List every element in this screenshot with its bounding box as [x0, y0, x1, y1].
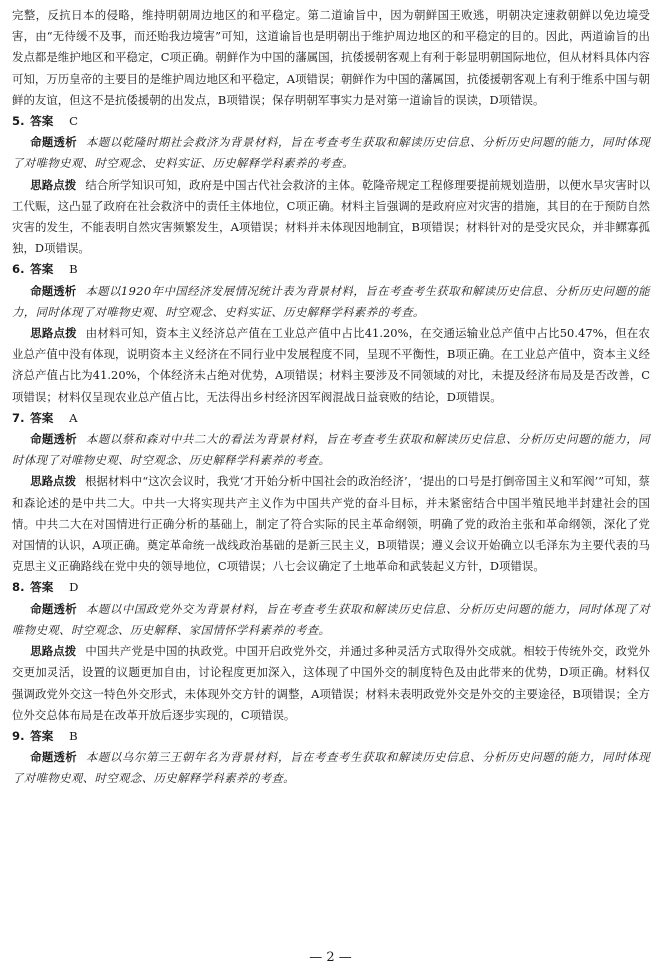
question-8 [12, 577, 650, 725]
hint-paragraph [12, 641, 650, 726]
hint-text: 根据材料中“这次会议时，我党‘才开始分析中国社会的政治经济’，‘提出的口号是打倒帝国主义和军阀’”可知，蔡和森论述的是中共二大。中共一大将实现共产主义作为中国共产党的奋斗目标，并未紧密结合中国半殖民地半封建社会的国情。中共二大在对国情进行正确分析的基础上，制定了符合实际的民主革命纲领，明确了党的政治主张和革命纲领，深化了党对国情的认识，A项正确。奠定革命统一战线政治基础的是新三民主义，B项错误；遵义会议开始确立以毛泽东为主要代表的马克思主义正确路线在党中央的领导地位，C项错误；八七会议确定了土地革命和武装起义方针，D项错误。 [12, 474, 650, 574]
analysis-paragraph [12, 429, 650, 471]
question-7 [12, 408, 650, 578]
question-9 [12, 726, 650, 790]
answer-value: B [69, 262, 78, 277]
answer-label: 答案 [30, 262, 54, 277]
hint-label: 思路点拨 [30, 326, 77, 341]
analysis-paragraph [12, 747, 650, 789]
question-number: 8. [12, 580, 25, 595]
question-number: 6. [12, 262, 25, 277]
answer-value: B [69, 728, 78, 743]
page-content [12, 5, 650, 790]
analysis-paragraph [12, 281, 650, 323]
hint-paragraph [12, 471, 650, 577]
analysis-text: 本题以1920年中国经济发展情况统计表为背景材料，旨在考查考生获取和解读历史信息、分析历史问题的能力，同时体现了对唯物史观、时空观念、史料实证、历史解释学科素养的考查。 [12, 283, 650, 319]
analysis-paragraph [12, 132, 650, 174]
question-header [12, 577, 650, 598]
question-number: 5. [12, 114, 25, 129]
analysis-label: 命题透析 [30, 432, 77, 447]
answer-value: D [69, 580, 79, 595]
question-number: 7. [12, 410, 25, 425]
hint-label: 思路点拨 [30, 474, 77, 489]
analysis-label: 命题透析 [30, 750, 77, 765]
hint-text: 由材料可知，资本主义经济总产值在工业总产值中占比41.20%，在交通运输业总产值中占比50.47%，但在农业总产值中没有体现，说明资本主义经济在不同行业中发展程度不同，呈现不平衡性，B项正确。在工业总产值中，资本主义经济总产值占比为41.20%，个体经济未占绝对优势，A项错误；材料主要涉及不同领域的对比，未提及经济布局及是否改善，C项错误；材料仅呈现农业总产值占比，无法得出乡村经济因军阀混战日益衰败的结论，D项错误。 [12, 326, 650, 404]
question-6 [12, 259, 650, 407]
intro-paragraph: 完整，反抗日本的侵略，维持明朝周边地区的和平稳定。第二道谕旨中，因为朝鲜国王败逃，明朝决定速救朝鲜以免边境受害，由“无待缓不及事，而还贻我边境害”可知，这道谕旨也是明朝出于维护周边地区的和平稳定的目的。因此，两道谕旨的出发点都是维护地区和平稳定，C项正确。朝鲜作为中国的藩属国，抗倭援朝客观上有利于彰显明朝国际地位，但从材料具体内容可知，万历皇帝的主要目的是维护周边地区和平稳定，A项错误；朝鲜作为中国的藩属国，抗倭援朝客观上有利于维系中国与朝鲜的友谊，但这不是抗倭援朝的出发点，B项错误；保存明朝军事实力是对第一道谕旨的误读，D项错误。 [12, 8, 651, 107]
analysis-text: 本题以中国政党外交为背景材料，旨在考查考生获取和解读历史信息、分析历史问题的能力，同时体现了对唯物史观、时空观念、历史解释、家国情怀学科素养的考查。 [12, 601, 650, 637]
question-header [12, 259, 650, 280]
question-header [12, 726, 650, 747]
analysis-label: 命题透析 [30, 601, 77, 616]
question-5 [12, 111, 650, 259]
answer-value: A [69, 410, 78, 425]
hint-paragraph [12, 323, 650, 408]
answer-label: 答案 [30, 580, 54, 595]
analysis-text: 本题以乌尔第三王朝年名为背景材料，旨在考查考生获取和解读历史信息、分析历史问题的能力，同时体现了对唯物史观、时空观念、历史解释学科素养的考查。 [12, 750, 650, 786]
analysis-text: 本题以乾隆时期社会救济为背景材料，旨在考查考生获取和解读历史信息、分析历史问题的能力，同时体现了对唯物史观、时空观念、史料实证、历史解释学科素养的考查。 [12, 135, 650, 171]
answer-label: 答案 [30, 114, 54, 129]
analysis-label: 命题透析 [30, 283, 77, 298]
hint-text: 结合所学知识可知，政府是中国古代社会救济的主体。乾隆帝规定工程修理要提前规划造册，以便水旱灾害时以工代赈，这凸显了政府在社会救济中的责任主体地位，C项正确。材料主旨强调的是政府应对灾害的措施，其目的在于预防自然灾害的发生，不能表明自然灾害频繁发生，A项错误；材料并未体现因地制宜，B项错误；材料针对的是受灾民众，并非鳏寡孤独，D项错误。 [12, 177, 651, 256]
page-number: — 2 — [309, 950, 352, 965]
answer-label: 答案 [30, 410, 54, 425]
hint-label: 思路点拨 [30, 177, 77, 192]
analysis-text: 本题以蔡和森对中共二大的看法为背景材料，旨在考查考生获取和解读历史信息、分析历史问题的能力，同时体现了对唯物史观、时空观念、历史解释学科素养的考查。 [12, 432, 650, 468]
question-header [12, 111, 650, 132]
analysis-label: 命题透析 [30, 135, 77, 150]
answer-value: C [69, 114, 78, 129]
answer-label: 答案 [30, 728, 54, 743]
hint-paragraph [12, 175, 650, 260]
hint-text: 中国共产党是中国的执政党。中国开启政党外交，并通过多种灵活方式取得外交成就。相较于传统外交，政党外交更加灵活，设置的议题更加自由，讨论程度更加深入，这体现了中国外交的制度特色及由此带来的优势，D项正确。材料仅强调政党外交这一特色外交形式，未体现外交方针的调整，A项错误；材料未表明政党外交是外交的主要途径，B项错误；全方位外交总体布局是在改革开放后逐步实现的，C项错误。 [12, 644, 651, 722]
hint-label: 思路点拨 [30, 644, 77, 659]
question-header [12, 408, 650, 429]
question-number: 9. [12, 728, 25, 743]
analysis-paragraph [12, 599, 650, 641]
